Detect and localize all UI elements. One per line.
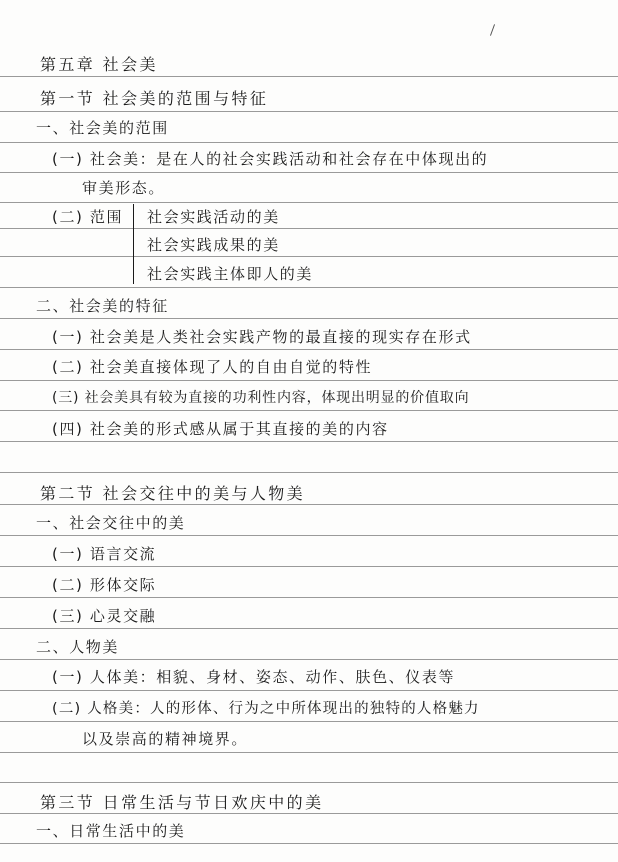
note-line [0, 148, 618, 178]
s2-heading-2: 二、人物美 [36, 638, 120, 656]
note-line [0, 418, 618, 448]
ruled-line [0, 472, 618, 473]
note-line [0, 543, 618, 573]
note-line [0, 574, 618, 604]
note-line [0, 666, 618, 696]
section-2-title: 第二节 社会交往中的美与人物美 [40, 484, 306, 503]
note-line [0, 206, 618, 236]
heading-line [0, 295, 618, 325]
s1-scope-label: (二) 范围 [52, 208, 124, 226]
s2-person-2b: 以及崇高的精神境界。 [82, 730, 249, 748]
s1-definition-1: (一) 社会美：是在人的社会实践活动和社会存在中体现出的 [52, 150, 489, 168]
s1-definition-2: 审美形态。 [82, 179, 166, 197]
heading-line [0, 636, 618, 666]
s2-person-1: (一) 人体美：相貌、身材、姿态、动作、肤色、仪表等 [52, 668, 456, 686]
s1-heading-1: 一、社会美的范围 [36, 119, 169, 137]
s1-heading-2: 二、社会美的特征 [36, 297, 169, 315]
s3-heading-1: 一、日常生活中的美 [36, 822, 186, 840]
note-line [0, 263, 618, 293]
s1-scope-item-1: 社会实践活动的美 [147, 208, 280, 226]
s1-feature-1: (一) 社会美是人类社会实践产物的最直接的现实存在形式 [52, 328, 472, 346]
s2-item-1: (一) 语言交流 [52, 545, 157, 563]
heading-line [0, 820, 618, 850]
pen-mark [490, 24, 495, 36]
s1-scope-item-2: 社会实践成果的美 [147, 236, 280, 254]
s2-heading-1: 一、社会交往中的美 [36, 514, 186, 532]
chapter-title: 第五章 社会美 [40, 55, 158, 74]
note-line [0, 234, 618, 264]
heading-line [0, 512, 618, 542]
note-line [0, 697, 618, 727]
s1-feature-4: (四) 社会美的形式感从属于其直接的美的内容 [52, 420, 389, 438]
s1-scope-item-3: 社会实践主体即人的美 [147, 265, 314, 283]
note-line [0, 387, 618, 417]
note-line [0, 728, 618, 758]
section-3-title: 第三节 日常生活与节日欢庆中的美 [40, 793, 324, 812]
s1-feature-2: (二) 社会美直接体现了人的自由自觉的特性 [52, 358, 373, 376]
note-line [0, 605, 618, 635]
s2-item-2: (二) 形体交际 [52, 576, 157, 594]
note-line [0, 326, 618, 356]
note-line [0, 177, 618, 207]
section-title-line [0, 790, 618, 820]
ruled-line [0, 782, 618, 783]
chapter-title-line [0, 52, 618, 82]
section-title-line [0, 481, 618, 511]
note-line [0, 356, 618, 386]
heading-line [0, 117, 618, 147]
s2-person-2a: (二) 人格美：人的形体、行为之中所体现出的独特的人格魅力 [52, 701, 480, 717]
section-title-line [0, 86, 618, 116]
s1-feature-3: (三) 社会美具有较为直接的功利性内容，体现出明显的价值取向 [52, 390, 470, 406]
s2-item-3: (三) 心灵交融 [52, 607, 157, 625]
section-1-title: 第一节 社会美的范围与特征 [40, 89, 269, 108]
